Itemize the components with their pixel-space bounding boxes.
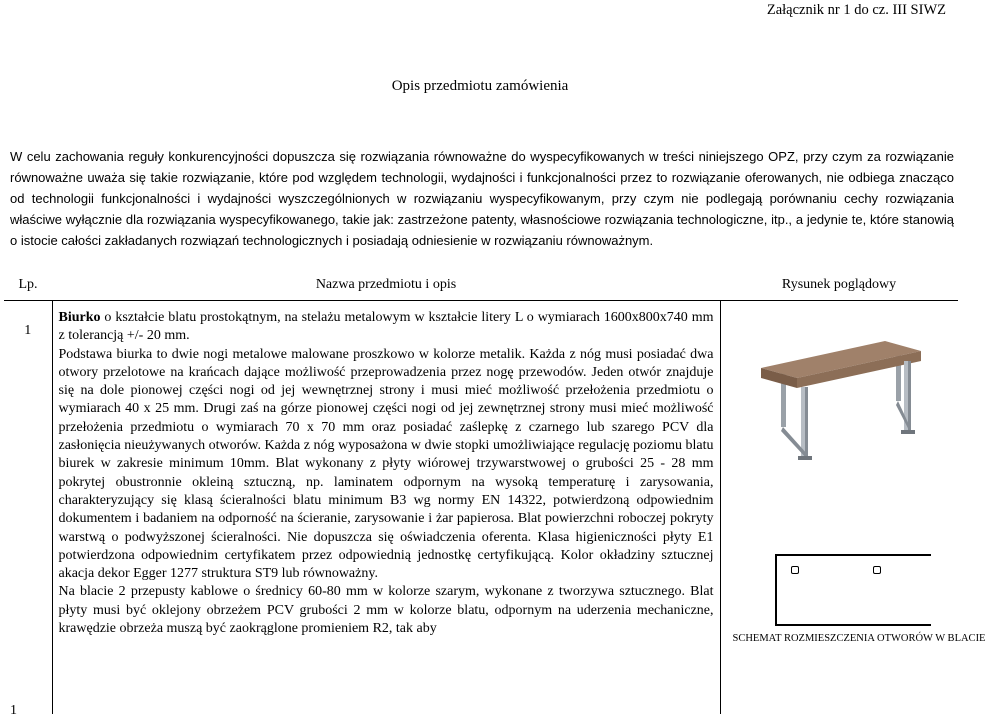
items-table [4, 270, 985, 718]
attachment-label: Załącznik nr 1 do cz. III SIWZ [766, 2, 946, 18]
table-header-row [4, 270, 958, 301]
cable-hole-left-icon [791, 566, 799, 574]
intro-paragraph: W celu zachowania reguły konkurencyjności dopuszcza się rozwiązania równoważne do wyspecyfikowanych w treści niniejszego OPZ, przy czym za rozwiązanie równoważne uważa się takie rozwiązanie, które pod względem technologii, wydajności i funkcjonalności przez to rozwiązanie oferowanych, nie odbiega znacząco od technologii funkcjonalności i wydajności wyszczególnionych w rozwiązaniu wyspecyfikowanym, przy czym nie podlegają porównaniu cechy rozwiązania właściwe wyłącznie dla rozwiązania wyspecyfikowanego, takie jak: zastrzeżone patenty, własnościowe rozwiązania technologiczne, itp., a jedynie te, które stanowią o istocie całości zakładanych rozwiązań technologicznych i posiadają odniesienie w rozwiązaniu równoważnym. [10, 149, 954, 248]
header-name: Nazwa przedmiotu i opis [52, 270, 720, 301]
page-number: 1 [10, 703, 17, 718]
cable-hole-right-icon [873, 566, 881, 574]
header-image: Rysunek poglądowy [720, 270, 958, 301]
desk-leg-shade-right [908, 361, 911, 431]
desc-body-2: Na blacie 2 przepusty kablowe o średnicy 60-80 mm w kolorze szarym, wykonane z tworzywa sztucznego. Blat płyty musi być oklejony obrzeżem PCV grubości 2 mm w kolorze blatu, odpornym na uderzenia mechaniczne, krawędzie obrzeża muszą być zaokrąglone promieniem R2, tak aby [58, 584, 714, 637]
desk-hole-schema [775, 554, 931, 626]
item-dimensions: o kształcie blatu prostokątnym, na stelażu metalowym w kształcie litery L o wymiarach 1600x800x740 mm z tolerancją +/- 20 mm. [58, 310, 714, 344]
header-lp: Lp. [4, 270, 52, 301]
desk-illustration [761, 341, 921, 481]
desc-lead [59, 309, 714, 346]
row-image-cell [720, 301, 985, 715]
row-number: 1 [24, 323, 32, 338]
item-name: Biurko [58, 310, 101, 325]
desk-foot-pad-right [901, 430, 915, 434]
desc-body: Podstawa biurka to dwie nogi metalowe malowane proszkowo w kolorze metalik. Każda z nóg musi posiadać dwa otwory przelotowe na krańcach dające możliwość przeprowadzenia przez nogę przewodów. Jeden otwór znajduje się na dole pionowej części nogi od jej wewnętrznej strony i musi mieć możliwość przełożenia przedmiotu o wymiarach 40 x 25 mm. Drugi zaś na górze pionowej części nogi od jej zewnętrznej strony musi mieć możliwość przełożenia przedmiotu o wymiarach 70 x 70 mm oraz posiadać zaślepkę z czarnego lub szarego PCV dla zasłonięcia nieużywanych otworów. Każda z nóg wyposażona w dwie stopki umożliwiające regulację poziomu blatu biurek w zakresie minimum 10mm. Blat wykonany z płyty wiórowej trzywarstwowej o grubości 25 - 28 mm pokrytej obustronnie okleiną sztuczną, np. laminatem odpornym na wysoką temperaturę i zarysowania, charakteryzujący się klasą ścieralności blatu minimum B3 wg normy EN 14322, potwierdzoną odpowiednim dokumentem i badaniem na odporność na ścieranie, zarysowanie i żar papierosa. Blat powierzchni roboczej pokryty warstwą o podwyższonej ścieralności. Nie dopuszcza się oświadczenia oferenta. Klasa higieniczności płyty E1 potwierdzona odpowiednim certyfikatem przez odpowiednią jednostkę certyfikującą. Kolor okładziny sztucznej akacja dekor Egger 1277 struktura ST9 lub równoważny. [58, 346, 714, 582]
desk-foot-pad-left [798, 456, 812, 460]
table-row [4, 301, 958, 715]
row-description [52, 301, 720, 715]
schema-caption: SCHEMAT ROZMIESZCZENIA OTWORÓW W BLACIE [732, 633, 985, 644]
page-title: Opis przedmiotu zamówienia [391, 78, 569, 94]
desk-leg-shade-left [805, 387, 808, 457]
row-lp-cell [4, 301, 52, 718]
